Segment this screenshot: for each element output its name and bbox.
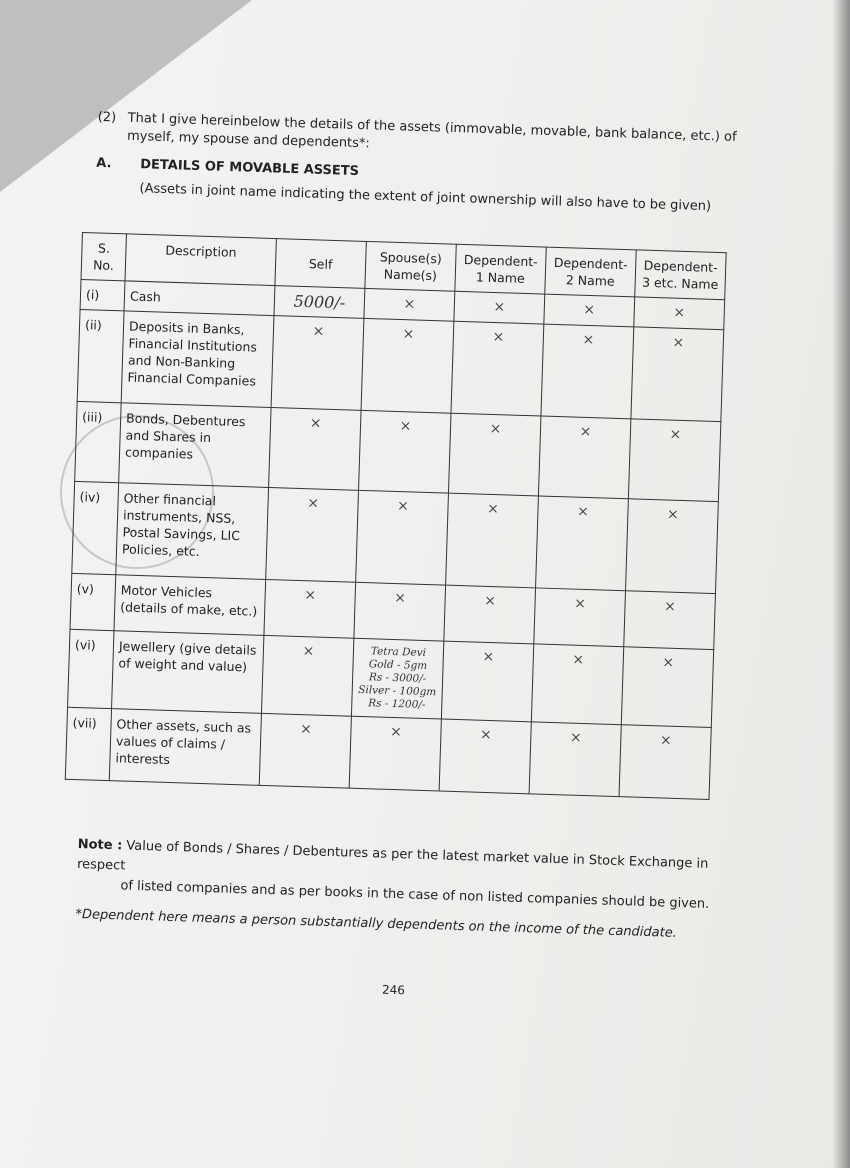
header-spouse: Spouse(s) Name(s) [365,241,456,291]
section-label: A. [96,155,112,172]
dependent-3-value: × [634,297,725,330]
header-sno: S. No. [81,233,126,281]
gold-value: Rs - 3000/- [368,671,427,686]
dependent-3-value: × [625,499,718,594]
row-description: Motor Vehicles (details of make, etc.) [114,575,266,636]
note-text-2: of listed companies and as per books in the case of non listed companies should be given. [120,878,710,912]
silver-weight: Silver - 100gm [358,683,437,699]
dependent-3-value: × [631,327,724,422]
row-number: (vi) [68,629,114,708]
dependent-2-value: × [538,416,630,499]
self-value: × [259,713,351,788]
row-description: Other assets, such as values of claims / interests [109,709,261,786]
dependent-3-value: × [628,419,720,502]
self-value: × [261,635,353,716]
dependent-1-value: × [444,585,536,644]
row-number: (i) [80,279,125,310]
dependent-1-value: × [448,413,540,496]
dependent-3-value: × [619,725,711,800]
self-value: × [271,316,364,411]
dependent-3-value: × [624,591,716,650]
spouse-name: Tetra Devi [370,645,427,660]
spouse-value: × [364,288,455,321]
self-value: × [269,408,361,491]
scan-edge-shadow [832,0,850,1168]
gold-weight: Gold - 5gm [368,658,428,673]
spouse-value: × [356,490,449,585]
spouse-value: × [359,410,451,493]
movable-assets-table [65,232,727,800]
paragraph-number: (2) [97,109,117,126]
dependent-2-value: × [531,644,623,725]
dependent-1-value: × [441,641,533,722]
section-title: DETAILS OF MOVABLE ASSETS [140,157,360,180]
dependent-1-value: × [451,321,544,416]
header-dependent-2: Dependent-2 Name [545,247,636,297]
header-self: Self [275,239,366,289]
row-description: Deposits in Banks, Financial Institutions and Non-Banking Financial Companies [121,311,274,408]
dependent-2-value: × [529,722,621,797]
row-number: (vii) [65,707,111,780]
note-text-1: Value of Bonds / Shares / Debentures as per the latest market value in Stock Exchange in respect [76,838,709,874]
dependent-3-value: × [621,647,713,728]
dependent-footnote: *Dependent here means a person substantially dependents on the income of the candidate. [75,906,678,941]
dependent-2-value: × [541,324,634,419]
row-description: Cash [124,281,275,316]
dependent-1-value: × [446,493,539,588]
section-subtitle: (Assets in joint name indicating the extent of joint ownership will also have to be given) [139,181,712,215]
self-value: 5000/- [274,286,365,319]
dependent-2-value: × [536,496,629,591]
row-description: Jewellery (give details of weight and value) [112,631,264,714]
header-dependent-3: Dependent-3 etc. Name [635,250,726,300]
self-value: × [266,487,359,582]
dependent-1-value: × [454,291,545,324]
dependent-2-value: × [534,588,626,647]
header-dependent-1: Dependent-1 Name [455,244,546,294]
spouse-value: × [349,716,441,791]
row-number: (iii) [75,401,121,482]
dependent-1-value: × [439,719,531,794]
page-number: 246 [381,982,406,998]
row-number: (v) [70,573,116,630]
note-label: Note : [77,836,123,854]
header-description: Description [125,234,276,286]
spouse-value: × [354,582,446,641]
self-value: × [264,579,356,638]
spouse-value: × [361,318,454,413]
row-number: (iv) [72,481,119,574]
paragraph-text: That I give hereinbelow the details of the assets (immovable, movable, bank balance, etc.) of myself, my spouse and dependents*: [126,110,737,152]
dependent-2-value: × [544,294,635,327]
silver-value: Rs - 1200/- [367,697,426,712]
spouse-jewellery-details [351,638,443,719]
row-number: (ii) [77,309,124,402]
row-description: Bonds, Debentures and Shares in companies [119,403,271,488]
row-description: Other financial instruments, NSS, Postal Savings, LIC Policies, etc. [116,483,269,580]
